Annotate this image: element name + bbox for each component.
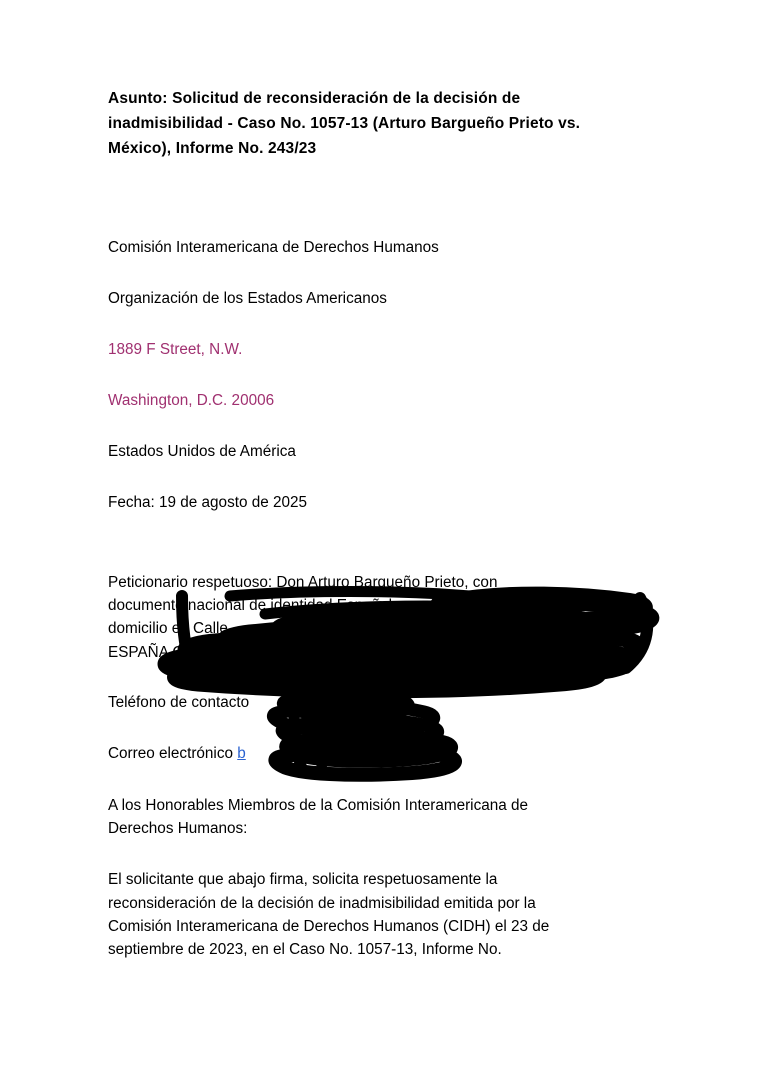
petitioner-line-4: ESPAÑA COD <box>108 643 207 661</box>
document-date: Fecha: 19 de agosto de 2025 <box>108 494 308 512</box>
body-paragraph <box>108 868 654 961</box>
document-body <box>108 86 654 961</box>
contact-email-link[interactable]: b <box>237 744 246 762</box>
addressee-city: Washington, D.C. 20006 <box>108 392 275 410</box>
contact-phone-line: Teléfono de contacto <box>108 693 250 711</box>
contact-email-label: Correo electrónico <box>108 744 238 762</box>
addressee-street: 1889 F Street, N.W. <box>108 341 243 359</box>
petitioner-line-2: documento nacional de identidad Español <box>108 597 393 615</box>
salutation-line-1: A los Honorables Miembros de la Comisión Interamericana de <box>108 796 529 814</box>
petitioner-block <box>108 571 654 664</box>
body-line-3: Comisión Interamericana de Derechos Humanos (CIDH) el 23 de <box>108 917 550 935</box>
body-line-4: septiembre de 2023, en el Caso No. 1057-13, Informe No. <box>108 941 502 959</box>
addressee-organization: Organización de los Estados Americanos <box>108 290 387 308</box>
spacer-after-heading <box>108 161 654 213</box>
body-line-2: reconsideración de la decisión de inadmisibilidad emitida por la <box>108 894 536 912</box>
spacer-before-petitioner <box>108 515 654 543</box>
addressee-commission: Comisión Interamericana de Derechos Humanos <box>108 239 439 257</box>
petitioner-line-3: domicilio en Calle <box>108 620 228 638</box>
salutation-line-2: Derechos Humanos: <box>108 820 248 838</box>
subject-line-1: Asunto: Solicitud de reconsideración de la decisión de <box>108 90 521 107</box>
body-line-1: El solicitante que abajo firma, solicita respetuosamente la <box>108 871 498 889</box>
document-subject-heading <box>108 86 654 161</box>
subject-line-3: México), Informe No. 243/23 <box>108 140 317 158</box>
contact-email-line <box>108 743 654 766</box>
subject-line-2: inadmisibilidad - Caso No. 1057-13 (Arturo Bargueño Prieto vs. <box>108 115 581 133</box>
salutation-block <box>108 794 654 841</box>
petitioner-line-1: Peticionario respetuoso: Don Arturo Bargueño Prieto, con <box>108 573 498 591</box>
addressee-country: Estados Unidos de América <box>108 443 296 461</box>
